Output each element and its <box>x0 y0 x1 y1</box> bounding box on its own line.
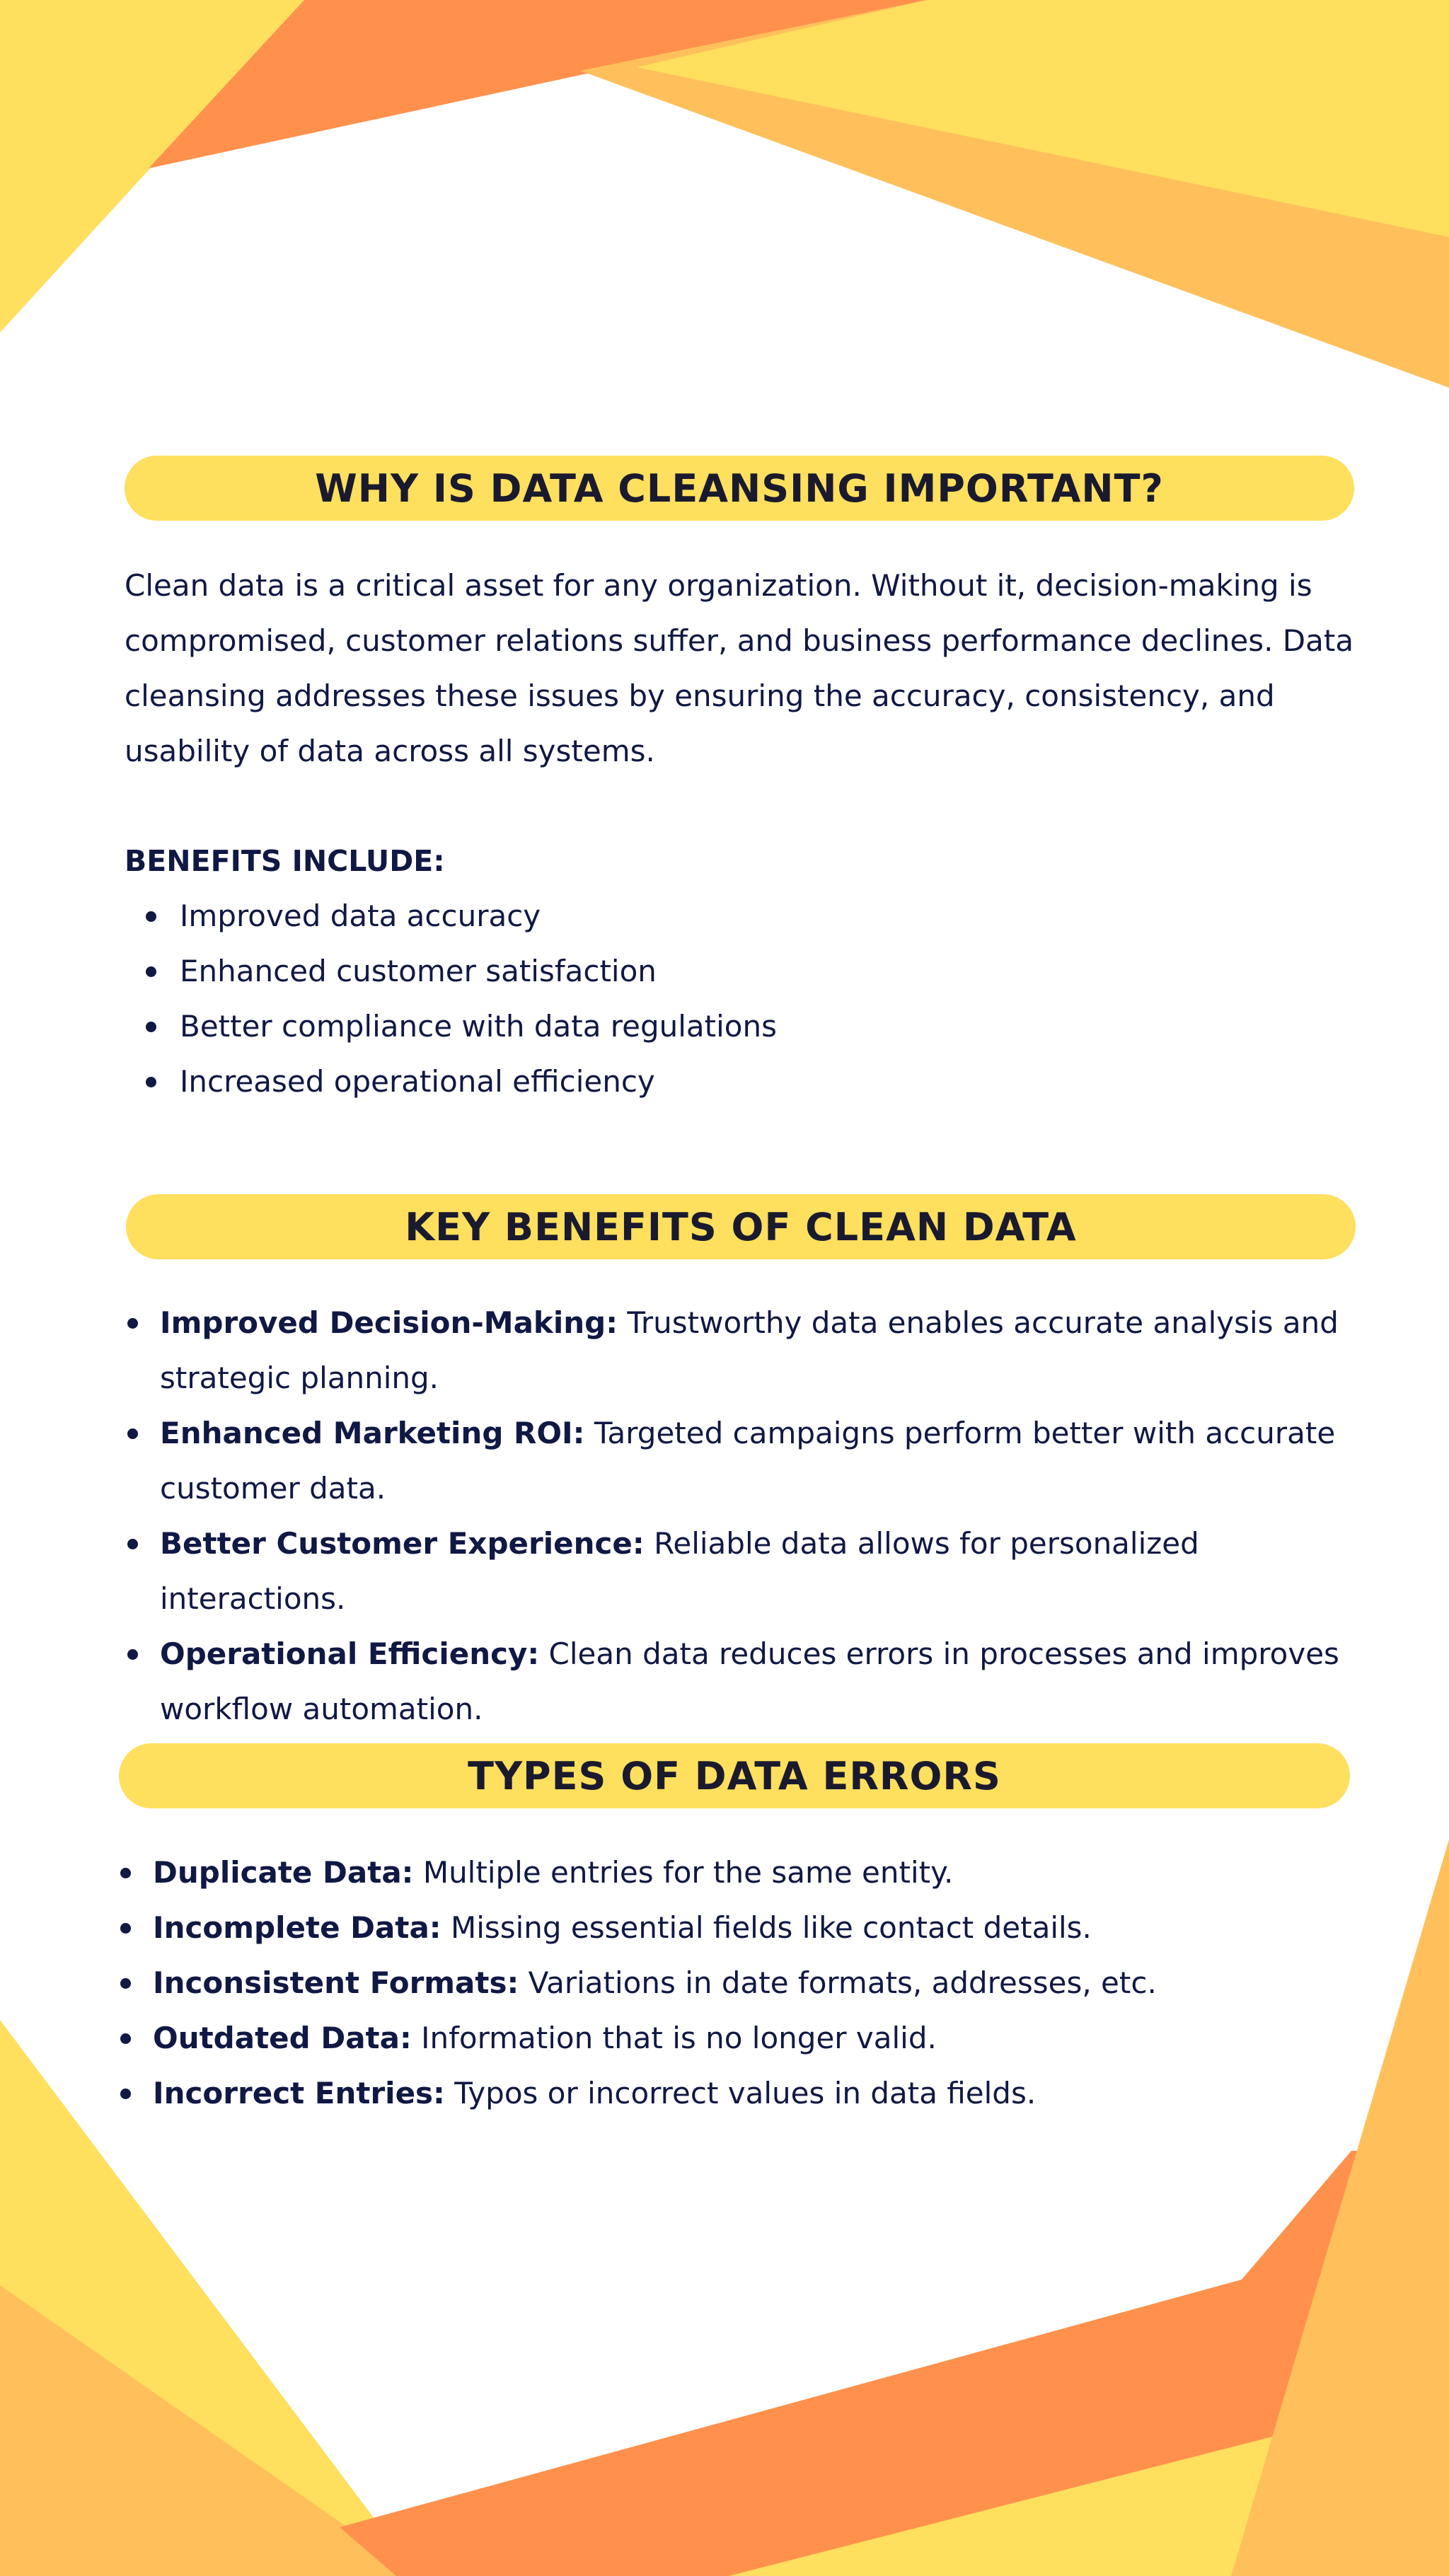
bullet-icon <box>146 1022 156 1032</box>
bullet-icon <box>127 1539 138 1549</box>
item-term: Improved Decision-Making: <box>160 1305 618 1340</box>
item-term: Operational Efficiency: <box>160 1636 540 1671</box>
bullet-icon <box>120 1978 131 1989</box>
item-text: Trustworthy data enables accurate analysis and strategic planning. <box>160 1305 1339 1395</box>
item-term: Enhanced Marketing ROI: <box>160 1416 585 1450</box>
section-why-banner <box>125 456 1354 521</box>
list-item: Better compliance with data regulations <box>125 999 1327 1054</box>
section-key-benefits-banner <box>126 1194 1356 1259</box>
benefits-include-heading: BENEFITS INCLUDE: <box>125 844 445 878</box>
item-term: Incomplete Data: <box>153 1910 441 1945</box>
list-item <box>125 1516 1377 1627</box>
bullet-icon <box>146 1077 156 1087</box>
item-term: Incorrect Entries: <box>153 2076 445 2110</box>
benefits-list <box>125 889 1327 1109</box>
item-text: Information that is no longer valid. <box>421 2021 937 2055</box>
list-item <box>117 1845 1370 1900</box>
list-item <box>117 2011 1370 2066</box>
item-text: Missing essential fields like contact details. <box>450 1910 1092 1945</box>
section-why-paragraph: Clean data is a critical asset for any organization. Without it, decision-making is compromised, customer relations suffer, and business performance declines. Data cleansing addresses these issues by ensuring the accuracy, consistency, and usability of data across all systems. <box>125 568 1354 768</box>
item-text: Typos or incorrect values in data fields. <box>454 2076 1037 2110</box>
bullet-icon <box>120 1868 131 1878</box>
bullet-icon <box>127 1649 138 1660</box>
bullet-icon <box>127 1318 138 1329</box>
item-text: Reliable data allows for personalized interactions. <box>160 1526 1199 1616</box>
list-item <box>125 1295 1377 1406</box>
item-term: Better Customer Experience: <box>160 1526 645 1561</box>
bullet-icon <box>146 911 156 922</box>
bullet-icon <box>120 2033 131 2044</box>
list-item <box>117 1956 1370 2011</box>
item-text: Variations in date formats, addresses, etc. <box>528 1965 1157 2000</box>
bullet-icon <box>120 2089 131 2099</box>
item-term: Inconsistent Formats: <box>153 1965 519 2000</box>
item-term: Outdated Data: <box>153 2021 412 2055</box>
list-item <box>117 1900 1370 1956</box>
list-item: Improved data accuracy <box>125 889 1327 944</box>
list-item: Increased operational efficiency <box>125 1054 1327 1109</box>
item-term: Duplicate Data: <box>153 1855 414 1890</box>
section-errors-title: TYPES OF DATA ERRORS <box>468 1753 1001 1798</box>
data-errors-list <box>117 1845 1370 2121</box>
bullet-icon <box>146 966 156 977</box>
list-item: Enhanced customer satisfaction <box>125 944 1327 999</box>
section-errors-banner <box>119 1743 1350 1808</box>
list-item <box>117 2066 1370 2121</box>
item-text: Multiple entries for the same entity. <box>422 1855 954 1890</box>
section-why-title: WHY IS DATA CLEANSING IMPORTANT? <box>315 466 1164 511</box>
bullet-icon <box>120 1923 131 1934</box>
section-key-benefits-title: KEY BENEFITS OF CLEAN DATA <box>405 1204 1077 1249</box>
list-item <box>125 1627 1377 1737</box>
key-benefits-list <box>125 1295 1377 1737</box>
item-text: Targeted campaigns perform better with accurate customer data. <box>160 1416 1336 1506</box>
list-item <box>125 1406 1377 1516</box>
item-text: Clean data reduces errors in processes and improves workflow automation. <box>160 1636 1339 1726</box>
bullet-icon <box>127 1428 138 1439</box>
